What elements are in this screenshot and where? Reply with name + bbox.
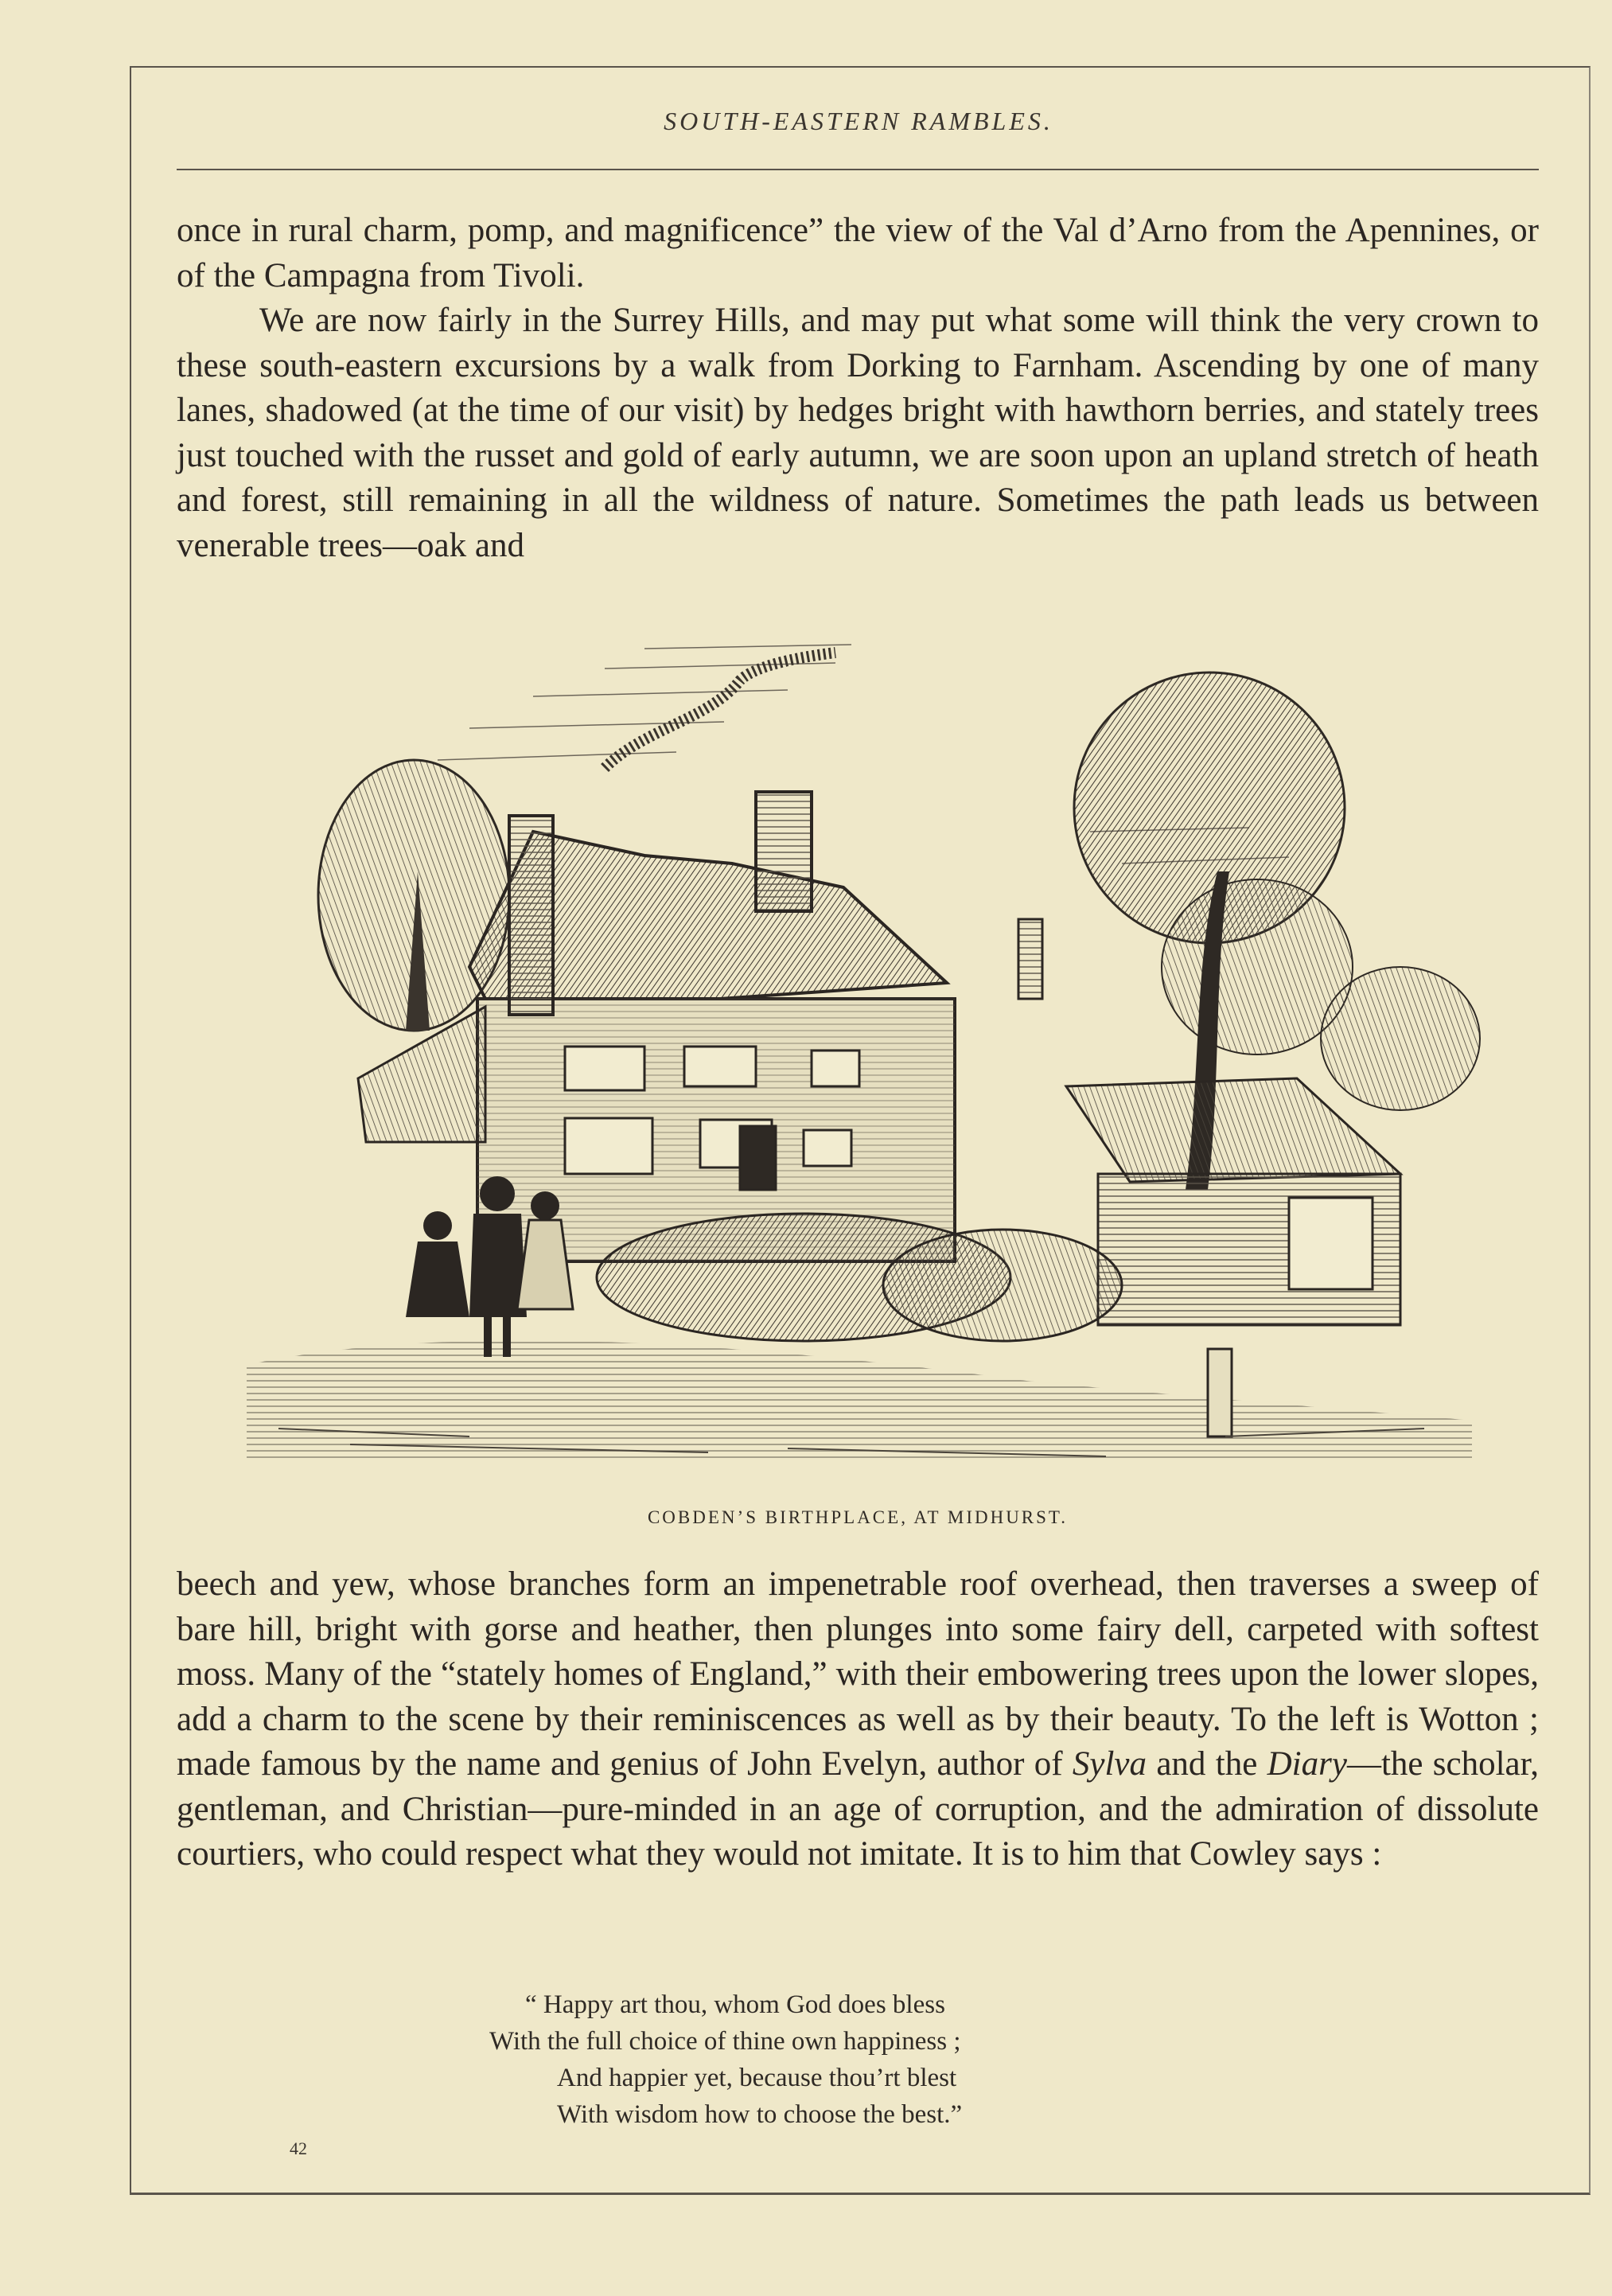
paragraph-continuation: once in rural charm, pomp, and magnificence” the view of the Val d’Arno from the Apennines, or of the Campagna from Tivoli.	[177, 212, 1539, 294]
text-run: and the	[1147, 1745, 1267, 1783]
header-rule	[177, 169, 1539, 170]
paragraph-surrey-hills: We are now fairly in the Surrey Hills, and may put what some will think the very crown to these south-eastern excursions by a walk from Dorking to Farnham. Ascending by one of many lanes, shadowed (at the time of our visit) by hedges bright with hawthorn berries, and stately trees just touched with the russet and gold of early autumn, we are soon upon an upland stretch of heath and forest, still remaining in all the wildness of nature. Sometimes the path leads us between venerable trees—oak and	[177, 302, 1539, 564]
page-number: 42	[290, 2138, 307, 2158]
verse-line: And happier yet, because thou’rt blest	[557, 2064, 957, 2092]
verse-line: With wisdom how to choose the best.”	[557, 2100, 963, 2129]
running-head: SOUTH-EASTERN RAMBLES.	[664, 107, 1053, 135]
book-title-sylva: Sylva	[1072, 1745, 1147, 1783]
book-title-diary: Diary	[1267, 1745, 1347, 1783]
verse-line: “ Happy art thou, whom God does bless	[525, 1990, 945, 2019]
cottage-engraving	[231, 633, 1484, 1486]
verse-quotation	[469, 1986, 1186, 2133]
engraving-cottage-icon	[231, 633, 1484, 1486]
figure-caption: COBDEN’S BIRTHPLACE, AT MIDHURST.	[647, 1507, 1069, 1527]
text-run: beech and yew, whose branches form an impenetrable roof overhead, then traverses a sweep of bare hill, bright with gorse and heather, then plunges into some fairy dell, carpeted with softest moss. Many of the “stately homes of England,” with their embowering trees upon the lower slopes, add a charm to the scene by their reminiscences as well as by their beauty. To the left is Wotton ; made famous by the name and genius of John Evelyn, author of	[177, 1565, 1539, 1783]
bottom-text-block	[177, 1562, 1539, 1877]
verse-line: With the full choice of thine own happiness ;	[489, 2027, 961, 2056]
paragraph-beech-and-yew	[177, 1562, 1539, 1877]
top-text-block	[177, 209, 1539, 568]
text-run: —the scholar, gentleman, and Christian—pure-minded in an age of corruption, and the admiration of dissolute courtiers, who could respect what they would not imitate. It is to him that Cowley says :	[177, 1745, 1539, 1873]
